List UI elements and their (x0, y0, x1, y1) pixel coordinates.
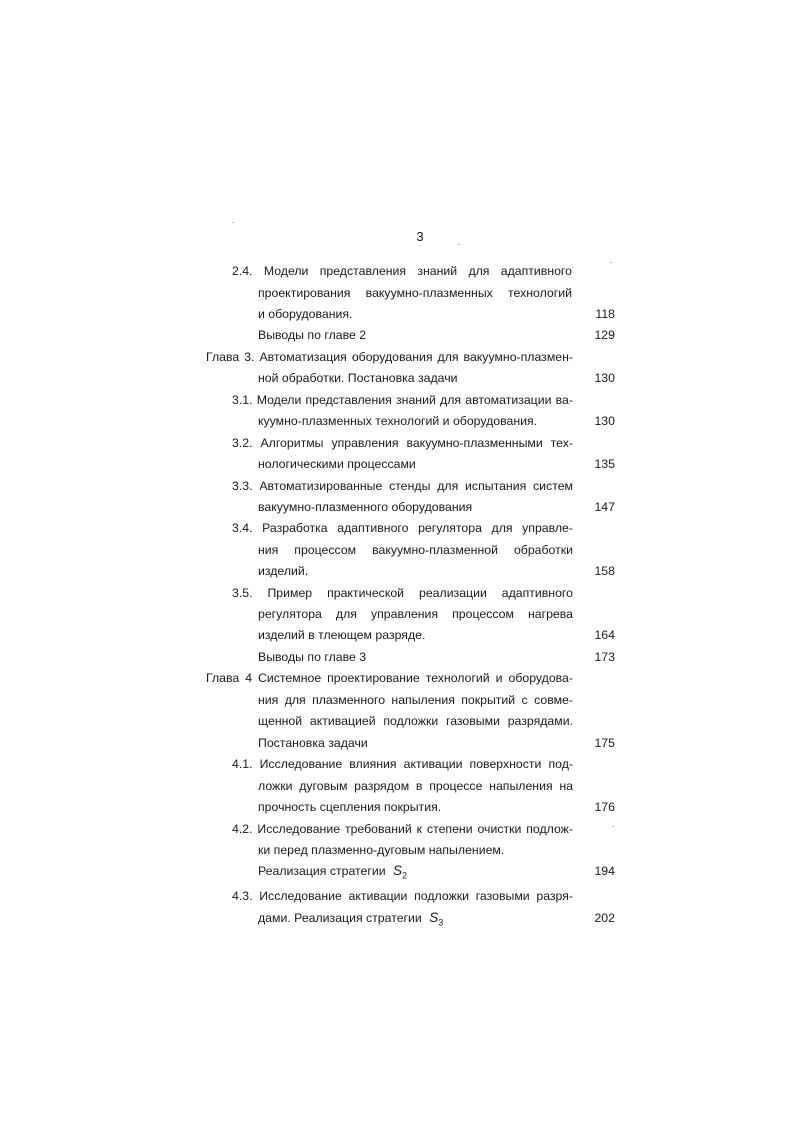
scan-speck (612, 826, 614, 827)
toc-line-text: дами. Реализация стратегии (258, 911, 422, 925)
toc-line: 4.3. Исследование активации подложки газовыми разря- (232, 889, 573, 903)
toc-line: куумно-плазменных технологий и оборудования. (258, 414, 538, 428)
scan-speck (458, 244, 460, 245)
toc-line: нологическими процессами (258, 457, 416, 471)
toc-line (258, 863, 407, 883)
toc-line: изделий в тлеющем разряде. (258, 628, 426, 642)
toc-page-number: 173 (594, 650, 615, 664)
toc-line: ки перед плазменно-дуговым напылением. (258, 843, 505, 857)
toc-line: 2.4. Модели представления знаний для адаптивного (232, 264, 572, 278)
toc-line: 3.4. Разработка адаптивного регулятора для управле- (232, 521, 573, 535)
toc-line-text: Реализация стратегии (258, 864, 386, 878)
toc-line: ной обработки. Постановка задачи (258, 371, 458, 385)
toc-line: 3.3. Автоматизированные стенды для испытания систем (232, 479, 573, 493)
toc-line: Выводы по главе 3 (258, 650, 367, 664)
toc-page-number: 135 (594, 457, 615, 471)
toc-page-number: 202 (594, 911, 615, 925)
toc-line: 3.5. Пример практической реализации адаптивного (232, 586, 573, 600)
toc-page-number: 158 (594, 564, 615, 578)
toc-line: Глава 3. Автоматизация оборудования для вакуумно-плазмен- (206, 350, 573, 364)
toc-line: 4.2. Исследование требований к степени очистки подлож- (232, 822, 573, 836)
toc-line: ложки дуговым разрядом в процессе напыления на (258, 779, 573, 793)
strategy-symbol: S (429, 910, 439, 925)
toc-page-number: 118 (595, 307, 615, 321)
toc-page-number: 130 (594, 371, 615, 385)
toc-page-number: 129 (594, 328, 615, 342)
toc-line: 3.1. Модели представления знаний для автоматизации ва- (232, 393, 573, 407)
toc-line: проектирования вакуумно-плазменных технологий (258, 286, 572, 300)
scan-speck (232, 222, 234, 223)
toc-line: Глава 4 Системное проектирование технологий и оборудова- (206, 671, 573, 685)
toc-line: 3.2. Алгоритмы управления вакуумно-плазменными тех- (232, 436, 573, 450)
scan-speck (610, 262, 612, 263)
toc-line: 4.1. Исследование влияния активации поверхности под- (232, 757, 573, 771)
toc-line (258, 910, 443, 930)
toc-line: ния для плазменного напыления покрытий с совме- (258, 693, 573, 707)
toc-line: ния процессом вакуумно-плазменной обработки (258, 543, 573, 557)
toc-line: и оборудования. (258, 307, 353, 321)
toc-line: щенной активацией подложки газовыми разрядами. (258, 714, 573, 728)
page-number: 3 (416, 229, 424, 244)
strategy-symbol: S (393, 863, 403, 878)
toc-line: прочность сцепления покрытия. (258, 800, 442, 814)
toc-page-number: 147 (594, 500, 615, 514)
toc-page-number: 130 (594, 414, 615, 428)
toc-page-number: 164 (594, 628, 615, 642)
toc-line: регулятора для управления процессом нагрева (258, 607, 573, 621)
toc-line: Выводы по главе 2 (258, 328, 367, 342)
toc-line: вакуумно-плазменного оборудования (258, 500, 473, 514)
strategy-subscript: 2 (402, 870, 408, 881)
toc-page-number: 176 (594, 800, 615, 814)
toc-page-number: 175 (594, 736, 615, 750)
toc-page-number: 194 (594, 864, 615, 878)
toc-line: изделий. (258, 564, 309, 578)
toc-line: Постановка задачи (258, 736, 368, 750)
strategy-subscript: 3 (438, 917, 444, 928)
